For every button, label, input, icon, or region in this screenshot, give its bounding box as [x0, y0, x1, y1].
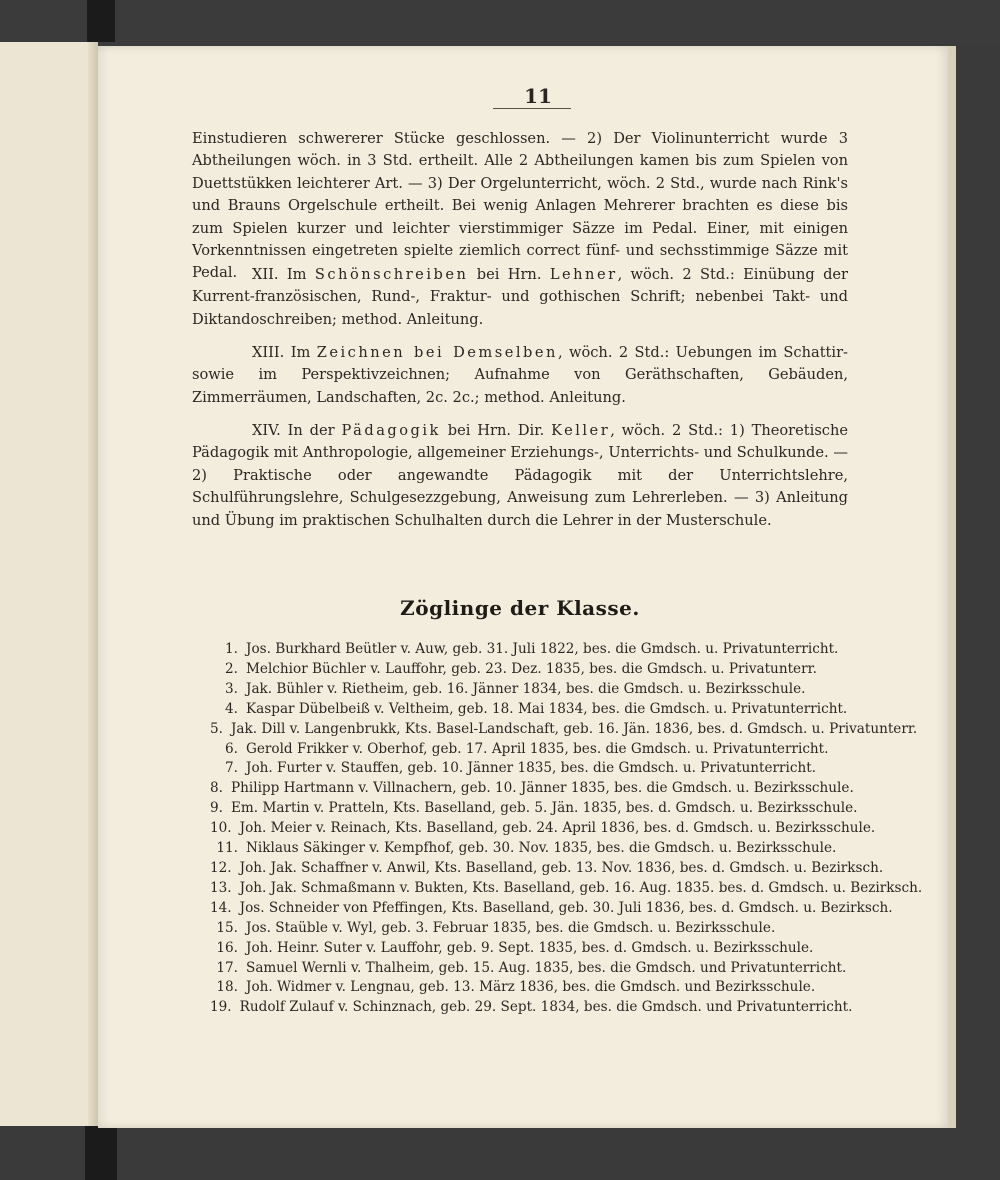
left-page-gutter [88, 42, 98, 1126]
pupil-number: 9. [210, 800, 223, 817]
paragraph-xii [192, 264, 848, 331]
director-name: Keller [551, 422, 611, 439]
paragraph-xiii [192, 342, 848, 409]
subject-drawing: Zeichnen bei Demselben [316, 344, 558, 361]
pupil-entry: Jak. Dill v. Langenbrukk, Kts. Basel-Landschaft, geb. 16. Jän. 1836, bes. d. Gmdsch. u. Privatunterr. [230, 720, 918, 737]
page-edge [948, 46, 956, 1128]
section-label-xiii: XIII. [252, 344, 285, 361]
pupil-entry: Joh. Jak. Schaffner v. Anwil, Kts. Baselland, geb. 13. Nov. 1836, bes. d. Gmdsch. u. Bezirksch. [239, 859, 884, 876]
pupil-entry: Gerold Frikker v. Oberhof, geb. 17. April 1835, bes. die Gmdsch. u. Privatunterricht. [246, 740, 829, 757]
pupil-entry: Joh. Heinr. Suter v. Lauffohr, geb. 9. Sept. 1835, bes. d. Gmdsch. u. Bezirksschule. [246, 939, 814, 956]
pupil-entry: Rudolf Zulauf v. Schinznach, geb. 29. Sept. 1834, bes. die Gmdsch. und Privatunterricht. [239, 999, 853, 1016]
section-heading-pupils: Zöglinge der Klasse. [400, 596, 640, 620]
pupil-number: 19. [210, 999, 232, 1016]
pupil-number: 18. [216, 979, 238, 996]
list-item [210, 899, 893, 919]
pupil-number: 6. [225, 740, 238, 757]
list-item [210, 978, 850, 998]
list-item [210, 819, 876, 839]
pupil-number: 4. [225, 700, 238, 717]
pupil-number: 16. [216, 939, 238, 956]
list-item [210, 779, 854, 799]
list-item [210, 799, 858, 819]
section-label-xii: XII. [252, 266, 279, 283]
subject-pedagogy: Pädagogik [341, 422, 441, 439]
pupil-number: 8. [210, 780, 223, 797]
list-item [210, 939, 850, 959]
paragraph-music [192, 128, 848, 285]
pupil-number: 12. [210, 859, 232, 876]
list-item [210, 660, 850, 680]
pupil-number: 7. [225, 760, 238, 777]
subject-calligraphy: Schönschreiben [314, 266, 469, 283]
left-page-margin [0, 42, 98, 1126]
list-item [210, 740, 850, 760]
paragraph-xiv [192, 420, 848, 532]
pupil-entry: Jos. Burkhard Beütler v. Auw, geb. 31. Juli 1822, bes. die Gmdsch. u. Privatunterricht. [246, 641, 839, 657]
pupil-entry: Philipp Hartmann v. Villnachern, geb. 10. Jänner 1835, bes. die Gmdsch. u. Bezirksschule. [230, 780, 854, 797]
list-item [210, 720, 918, 740]
paragraph-xiv-text: XIV. In der Pädagogik bei Hrn. Dir. Keller, wöch. 2 Std.: 1) Theoretische Pädagogik mit Anthropologie, allgemeiner Erziehungs-, Unterrichts- und Schulkunde. — 2) Praktische oder angewandte Pädagogik mit der Unterrichtslehre, Schulführungslehre, Schulgesezzgebung, Anweisung zum Lehrerleben. — 3) Anleitung und Übung im praktischen Schulhalten durch die Lehrer in der Musterschule. [192, 422, 849, 529]
list-item [210, 919, 850, 939]
paragraph-xii-text: XII. Im Schönschreiben bei Hrn. Lehner, wöch. 2 Std.: Einübung der Kurrent-französischen, Rund-, Fraktur- und gothischen Schrift; nebenbei Takt- und Diktandoschreiben; method. Anleitung. [192, 266, 849, 328]
pupil-entry: Joh. Furter v. Stauffen, geb. 10. Jänner 1835, bes. die Gmdsch. u. Privatunterricht. [246, 760, 817, 777]
teacher-name: Lehner [549, 266, 618, 283]
book-spine-bottom [85, 1126, 117, 1180]
pupil-entry: Samuel Wernli v. Thalheim, geb. 15. Aug. 1835, bes. die Gmdsch. und Privatunterricht. [246, 959, 847, 976]
pupil-entry: Jos. Schneider von Pfeffingen, Kts. Baselland, geb. 30. Juli 1836, bes. d. Gmdsch. u. Bezirksch. [239, 899, 893, 916]
pupil-entry: Joh. Meier v. Reinach, Kts. Baselland, geb. 24. April 1836, bes. d. Gmdsch. u. Bezirksschule. [239, 820, 876, 837]
pupil-number: 10. [210, 820, 232, 837]
pupil-number: 13. [210, 879, 232, 896]
list-item [210, 839, 850, 859]
pupil-number: 11. [216, 840, 238, 857]
pupil-number: 3. [225, 680, 238, 697]
list-item [210, 759, 850, 779]
pupil-entry: Niklaus Säkinger v. Kempfhof, geb. 30. Nov. 1835, bes. die Gmdsch. u. Bezirksschule. [246, 840, 837, 857]
pupil-number: 1. [225, 641, 238, 657]
pupil-entry: Em. Martin v. Pratteln, Kts. Baselland, geb. 5. Jän. 1835, bes. d. Gmdsch. u. Bezirksschule. [230, 800, 858, 817]
page-number-rule [493, 108, 571, 109]
pupil-number: 17. [216, 959, 238, 976]
list-item [210, 879, 923, 899]
list-item [210, 640, 850, 660]
pupil-list [210, 640, 923, 1018]
pupil-entry: Jos. Staüble v. Wyl, geb. 3. Februar 1835, bes. die Gmdsch. u. Bezirksschule. [246, 919, 776, 936]
pupil-number: 14. [210, 899, 232, 916]
book-spine-top [87, 0, 115, 42]
scanner-background-top [0, 0, 1000, 45]
page-number: 11 [524, 84, 552, 108]
list-item [210, 859, 884, 879]
list-item [210, 680, 850, 700]
pupil-entry: Joh. Widmer v. Lengnau, geb. 13. März 1836, bes. die Gmdsch. und Bezirksschule. [246, 979, 816, 996]
list-item [210, 700, 850, 720]
pupil-entry: Jak. Bühler v. Rietheim, geb. 16. Jänner 1834, bes. die Gmdsch. u. Bezirksschule. [246, 680, 806, 697]
list-item [210, 998, 853, 1018]
paragraph-music-text: Einstudieren schwererer Stücke geschlossen. — 2) Der Violinunterricht wurde 3 Abtheilungen wöch. in 3 Std. ertheilt. Alle 2 Abtheilungen kamen bis zum Spielen von Duettstükken leichterer Art. — 3) Der Orgelunterricht, wöch. 2 Std., wurde nach Rink's und Brauns Orgelschule ertheilt. Bei wenig Anlagen Mehrerer brachten es diese bis zum Spielen kurzer und leichter vierstimmiger Säzze im Pedal. Einer, mit einigen Vorkenntnissen eingetreten spielte ziemlich correct fünf- und sechsstimmige Säzze mit Pedal. [192, 130, 848, 282]
pupil-entry: Joh. Jak. Schmaßmann v. Bukten, Kts. Baselland, geb. 16. Aug. 1835. bes. d. Gmdsch. u. Bezirksch. [239, 879, 923, 896]
pupil-entry: Kaspar Dübelbeiß v. Veltheim, geb. 18. Mai 1834, bes. die Gmdsch. u. Privatunterricht. [246, 700, 848, 717]
section-label-xiv: XIV. [252, 422, 281, 439]
pupil-number: 5. [210, 720, 223, 737]
pupil-entry: Melchior Büchler v. Lauffohr, geb. 23. Dez. 1835, bes. die Gmdsch. u. Privatunterr. [246, 660, 817, 677]
pupil-number: 2. [225, 660, 238, 677]
pupil-number: 15. [216, 919, 238, 936]
list-item [210, 959, 850, 979]
paragraph-xiii-text: XIII. Im Zeichnen bei Demselben, wöch. 2 Std.: Uebungen im Schattir- sowie im Perspektivzeichnen; Aufnahme von Geräthschaften, Gebäuden, Zimmerräumen, Landschaften, 2c. 2c.; method. Anleitung. [192, 344, 848, 406]
